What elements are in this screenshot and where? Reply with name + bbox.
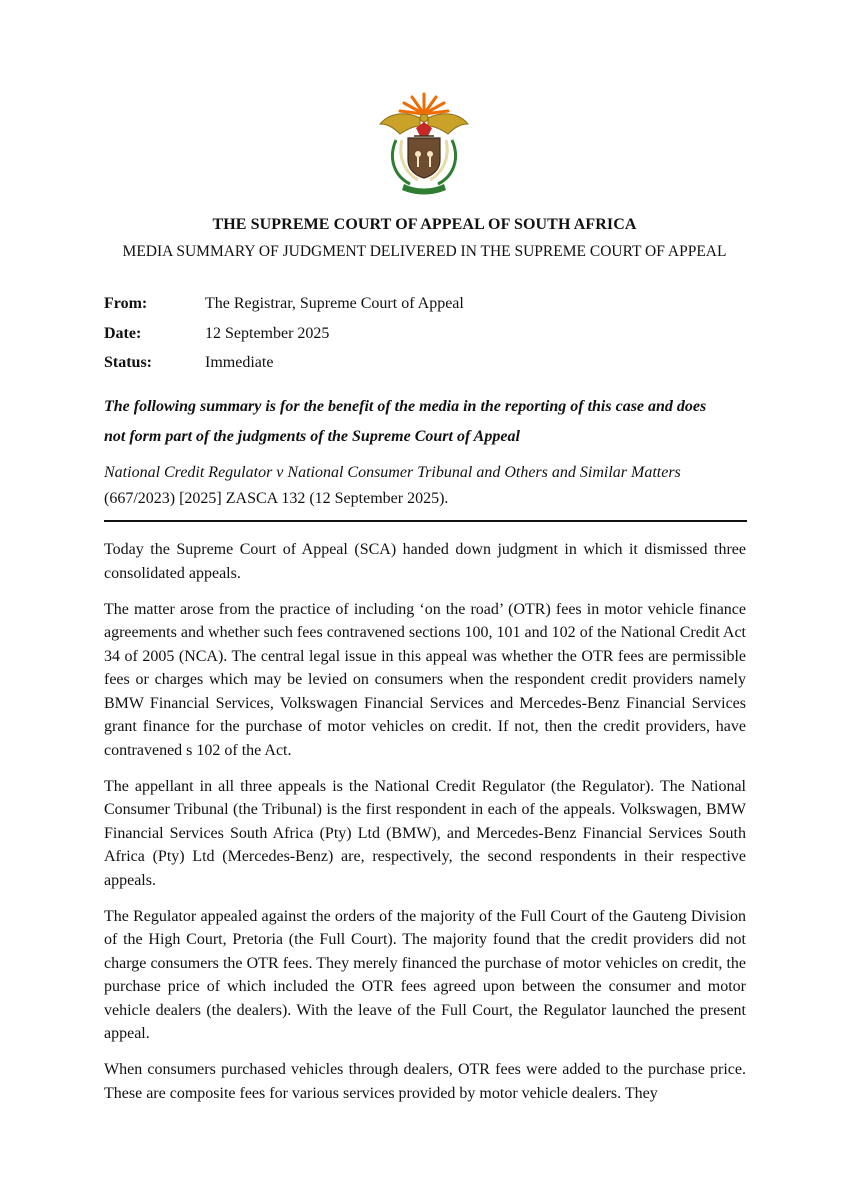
case-citation: [104, 460, 746, 512]
status-label: Status:: [104, 354, 153, 371]
date-label: Date:: [104, 324, 142, 342]
from-value: The Registrar, Supreme Court of Appeal: [205, 295, 464, 312]
right-wing: [428, 114, 468, 134]
coat-of-arms-icon: [374, 88, 474, 196]
sun-rays: [400, 94, 448, 114]
date-value: 12 September 2025: [205, 324, 330, 342]
summary-body: [104, 538, 746, 1118]
notice-line-1: The following summary is for the benefit of the media in the reporting of this case and does: [104, 398, 707, 415]
case-reference: (667/2023) [2025] ZASCA 132 (12 September 2025).: [104, 490, 449, 507]
notice-line-2: not form part of the judgments of the Supreme Court of Appeal: [104, 427, 520, 445]
meta-row-from: [104, 295, 464, 325]
media-notice: [104, 392, 746, 451]
court-title: THE SUPREME COURT OF APPEAL OF SOUTH AFRICA: [212, 216, 637, 233]
motto-banner: [402, 184, 446, 195]
case-name: National Credit Regulator v National Consumer Tribunal and Others and Similar Matters: [104, 464, 681, 481]
paragraph: When consumers purchased vehicles through dealers, OTR fees were added to the purchase price. These are composite fees for various services provided by motor vehicle dealers. They: [104, 1061, 746, 1102]
paragraph: The Regulator appealed against the orders of the majority of the Full Court of the Gauteng Division of the High Court, Pretoria (the Full Court). The majority found that the credit providers did not charge consumers the OTR fees. They merely financed the purchase of motor vehicles on credit, the purchase price of which included the OTR fees agreed upon between the consumer and motor vehicle dealers (the dealers). With the leave of the Full Court, the Regulator launched the present appeal.: [104, 907, 746, 1042]
paragraph: The appellant in all three appeals is the National Credit Regulator (the Regulator). The National Consumer Tribunal (the Tribunal) is the first respondent in each of the appeals. Volkswagen, BMW Financial Services South Africa (Pty) Ltd (BMW), and Mercedes-Benz Financial Services South Africa (Pty) Ltd (Mercedes-Benz) are, respectively, the second respondents in their respective appeals.: [104, 777, 746, 889]
paragraph: Today the Supreme Court of Appeal (SCA) handed down judgment in which it dismissed three consolidated appeals.: [104, 541, 746, 582]
meta-block: [104, 295, 464, 384]
from-label: From:: [104, 295, 148, 312]
section-divider: [104, 520, 747, 522]
meta-row-date: [104, 325, 464, 355]
paragraph: The matter arose from the practice of including ‘on the road’ (OTR) fees in motor vehicle finance agreements and whether such fees contravened sections 100, 101 and 102 of the National Credit Act 34 of 2005 (NCA). The central legal issue in this appeal was whether the OTR fees are permissible fees or charges which may be levied on consumers when the respondent credit providers namely BMW Financial Services, Volkswagen Financial Services and Mercedes-Benz Financial Services grant finance for the purchase of motor vehicles on credit. If not, then the credit providers, have contravened s 102 of the Act.: [104, 600, 746, 759]
status-value: Immediate: [205, 354, 274, 371]
shield: [408, 138, 440, 178]
meta-row-status: [104, 354, 464, 384]
left-wing: [380, 114, 420, 134]
media-summary-subtitle: MEDIA SUMMARY OF JUDGMENT DELIVERED IN THE SUPREME COURT OF APPEAL: [122, 243, 727, 260]
